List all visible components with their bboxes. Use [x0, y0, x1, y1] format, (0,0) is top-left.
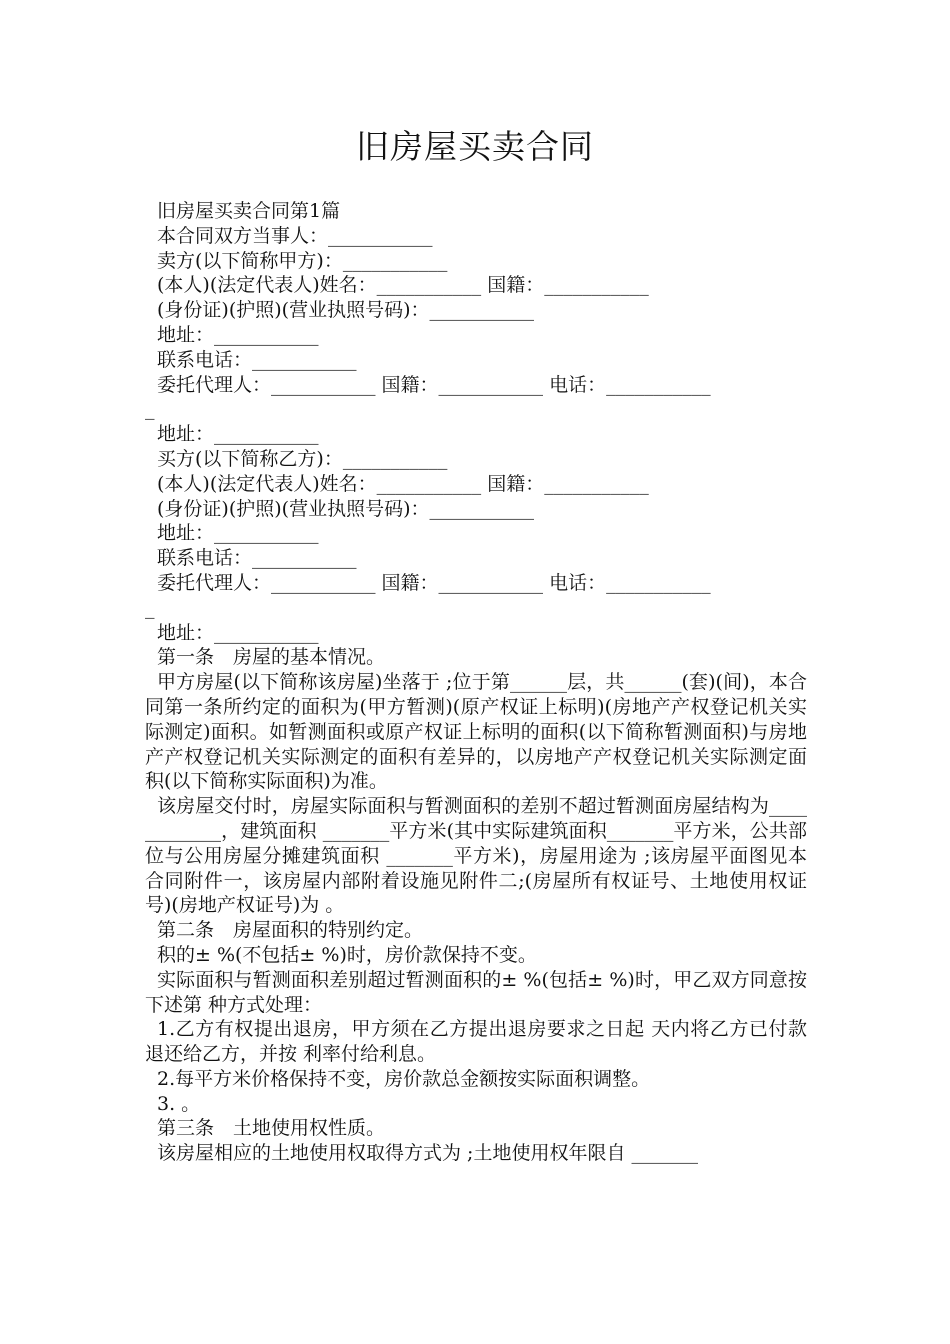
document-body — [145, 199, 807, 1166]
article-2-heading: 第二条 房屋面积的特别约定。 — [157, 919, 424, 942]
parties-line: 本合同双方当事人：___________ — [157, 224, 433, 247]
seller-agent-line: 委托代理人：___________ 国籍：___________ 电话：___________ — [157, 373, 711, 396]
seller-id-line: (身份证)(护照)(营业执照号码)：___________ — [157, 299, 534, 322]
article-2-paragraph-2: 实际面积与暂测面积差别超过暂测面积的± %(包括± %)时，甲乙双方同意按下述第 种方式处理： — [145, 968, 807, 1016]
section-heading: 旧房屋买卖合同第1篇 — [157, 200, 341, 222]
article-1-heading: 第一条 房屋的基本情况。 — [157, 646, 386, 669]
buyer-id-line: (身份证)(护照)(营业执照号码)：___________ — [157, 497, 534, 520]
buyer-agent-line-wrap: _ — [145, 596, 155, 619]
buyer-name-line: (本人)(法定代表人)姓名：___________ 国籍：___________ — [157, 472, 649, 495]
article-3-paragraph-1: 该房屋相应的土地使用权取得方式为 ;土地使用权年限自 _______ — [157, 1142, 698, 1165]
article-2-option-3: 3. 。 — [157, 1092, 201, 1115]
document-title: 旧房屋买卖合同 — [356, 127, 594, 166]
article-1-paragraph-2: 该房屋交付时，房屋实际面积与暂测面积的差别不超过暂测面房屋结构为____________，建筑面积 _______平方米(其中实际建筑面积_______平方米，公共部位与公用房屋分摊建筑面积 _______平方米)，房屋用途为 ;该房屋平面图见本合同附件一，该房屋内部附着设施见附件二;(房屋所有权证号、土地使用权证号)(房地产权证号)为 。 — [145, 795, 807, 917]
buyer-phone-line: 联系电话：___________ — [157, 547, 357, 570]
buyer-agent-line: 委托代理人：___________ 国籍：___________ 电话：___________ — [157, 571, 711, 594]
buyer-line: 买方(以下简称乙方)：___________ — [157, 447, 448, 470]
seller-line: 卖方(以下简称甲方)：___________ — [157, 249, 448, 272]
seller-phone-line: 联系电话：___________ — [157, 348, 357, 371]
article-3-heading: 第三条 土地使用权性质。 — [157, 1117, 386, 1140]
article-2-option-2: 2.每平方米价格保持不变，房价款总金额按实际面积调整。 — [157, 1067, 651, 1090]
seller-agent-line-wrap: _ — [145, 398, 155, 421]
article-2-paragraph-1: 积的± %(不包括± %)时，房价款保持不变。 — [157, 943, 537, 966]
article-1-paragraph-1: 甲方房屋(以下简称该房屋)坐落于 ;位于第______层，共______(套)(间)，本合同第一条所约定的面积为(甲方暂测)(原产权证上标明)(房地产产权登记机关实际测定)面积。如暂测面积或原产权证上标明的面积(以下简称暂测面积)与房地产产权登记机关实际测定的面积有差异的，以房地产产权登记机关实际测定面积(以下简称实际面积)为准。 — [145, 671, 807, 793]
article-2-option-1: 1.乙方有权提出退房，甲方须在乙方提出退房要求之日起 天内将乙方已付款退还给乙方，并按 利率付给利息。 — [145, 1018, 807, 1066]
seller-agent-address-line: 地址：___________ — [157, 423, 319, 446]
seller-address-line: 地址：___________ — [157, 323, 319, 346]
buyer-address-line: 地址：___________ — [157, 522, 319, 545]
buyer-agent-address-line: 地址：___________ — [157, 621, 319, 644]
seller-name-line: (本人)(法定代表人)姓名：___________ 国籍：___________ — [157, 274, 649, 297]
